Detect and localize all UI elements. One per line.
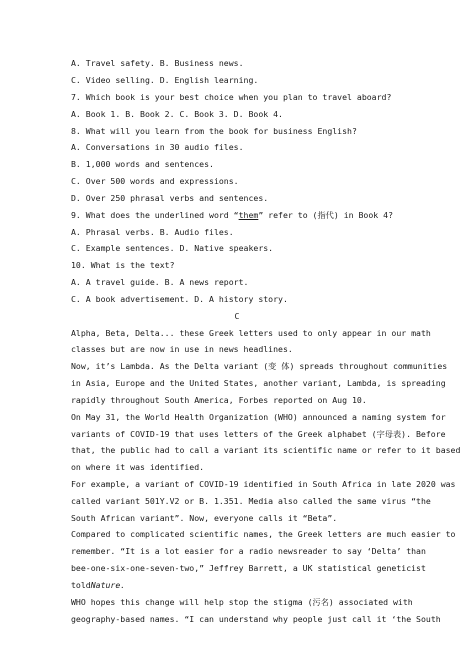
q9-question-post: ” refer to (指代) in Book 4? <box>258 210 394 220</box>
passage-line: classes but are now in use in news headlines. <box>71 344 293 354</box>
q8-option-d: D. Over 250 phrasal verbs and sentences. <box>71 193 269 203</box>
q8-option-c: C. Over 500 words and expressions. <box>71 176 239 186</box>
passage-line: variants of COVID-19 that uses letters of the Greek alphabet (字母表). Before <box>71 429 446 439</box>
q9-question-pre: 9. What does the underlined word “ <box>71 210 239 220</box>
passage-line: WHO hopes this change will help stop the stigma (污名) associated with <box>71 597 413 607</box>
passage-told: told <box>71 580 91 590</box>
q9-question <box>71 209 403 221</box>
q9-option-line-1: A. Phrasal verbs. B. Audio files. <box>71 227 234 237</box>
passage-line <box>71 579 403 591</box>
passage-line: rapidly throughout South America, Forbes reported on Aug 10. <box>71 395 367 405</box>
passage-line: called variant 501Y.V2 or B. 1.351. Media also called the same virus “the <box>71 496 431 506</box>
passage-line: on where it was identified. <box>71 462 205 472</box>
q8-option-a: A. Conversations in 30 audio files. <box>71 142 244 152</box>
passage-source-nature: Nature. <box>90 580 126 590</box>
section-heading: C <box>234 311 240 321</box>
q6-option-line-1: A. Travel safety. B. Business news. <box>71 58 244 68</box>
q10-question: 10. What is the text? <box>71 260 175 270</box>
passage-line: in Asia, Europe and the United States, another variant, Lambda, is spreading <box>71 378 446 388</box>
q9-option-line-2: C. Example sentences. D. Native speakers. <box>71 243 274 253</box>
passage-line: Compared to complicated scientific names, the Greek letters are much easier to <box>71 529 456 539</box>
q10-option-line-2: C. A book advertisement. D. A history story. <box>71 294 288 304</box>
passage-line: remember. “It is a lot easier for a radio newsreader to say ‘Delta’ than <box>71 546 426 556</box>
passage-line: On May 31, the World Health Organization (WHO) announced a naming system for <box>71 412 446 422</box>
q9-underlined-word: them <box>238 210 259 220</box>
q7-question: 7. Which book is your best choice when you plan to travel aboard? <box>71 92 392 102</box>
q8-option-b: B. 1,000 words and sentences. <box>71 159 214 169</box>
q10-option-line-1: A. A travel guide. B. A news report. <box>71 277 249 287</box>
q7-options: A. Book 1. B. Book 2. C. Book 3. D. Book 4. <box>71 109 283 119</box>
passage-line: South African variant”. Now, everyone calls it “Beta”. <box>71 513 338 523</box>
q6-option-line-2: C. Video selling. D. English learning. <box>71 75 259 85</box>
passage-line: that, the public had to call a variant its scientific name or refer to it based <box>71 445 461 455</box>
q8-question: 8. What will you learn from the book for business English? <box>71 126 357 136</box>
passage-line: geography-based names. “I can understand why people just call it ‘the South <box>71 614 441 624</box>
passage-line: For example, a variant of COVID-19 identified in South Africa in late 2020 was <box>71 479 456 489</box>
passage-line: bee-one-six-one-seven-two,” Jeffrey Barrett, a UK statistical geneticist <box>71 563 426 573</box>
passage-line: Now, it’s Lambda. As the Delta variant (变 体) spreads throughout communities <box>71 361 448 371</box>
passage-line: Alpha, Beta, Delta... these Greek letters used to only appear in our math <box>71 328 431 338</box>
